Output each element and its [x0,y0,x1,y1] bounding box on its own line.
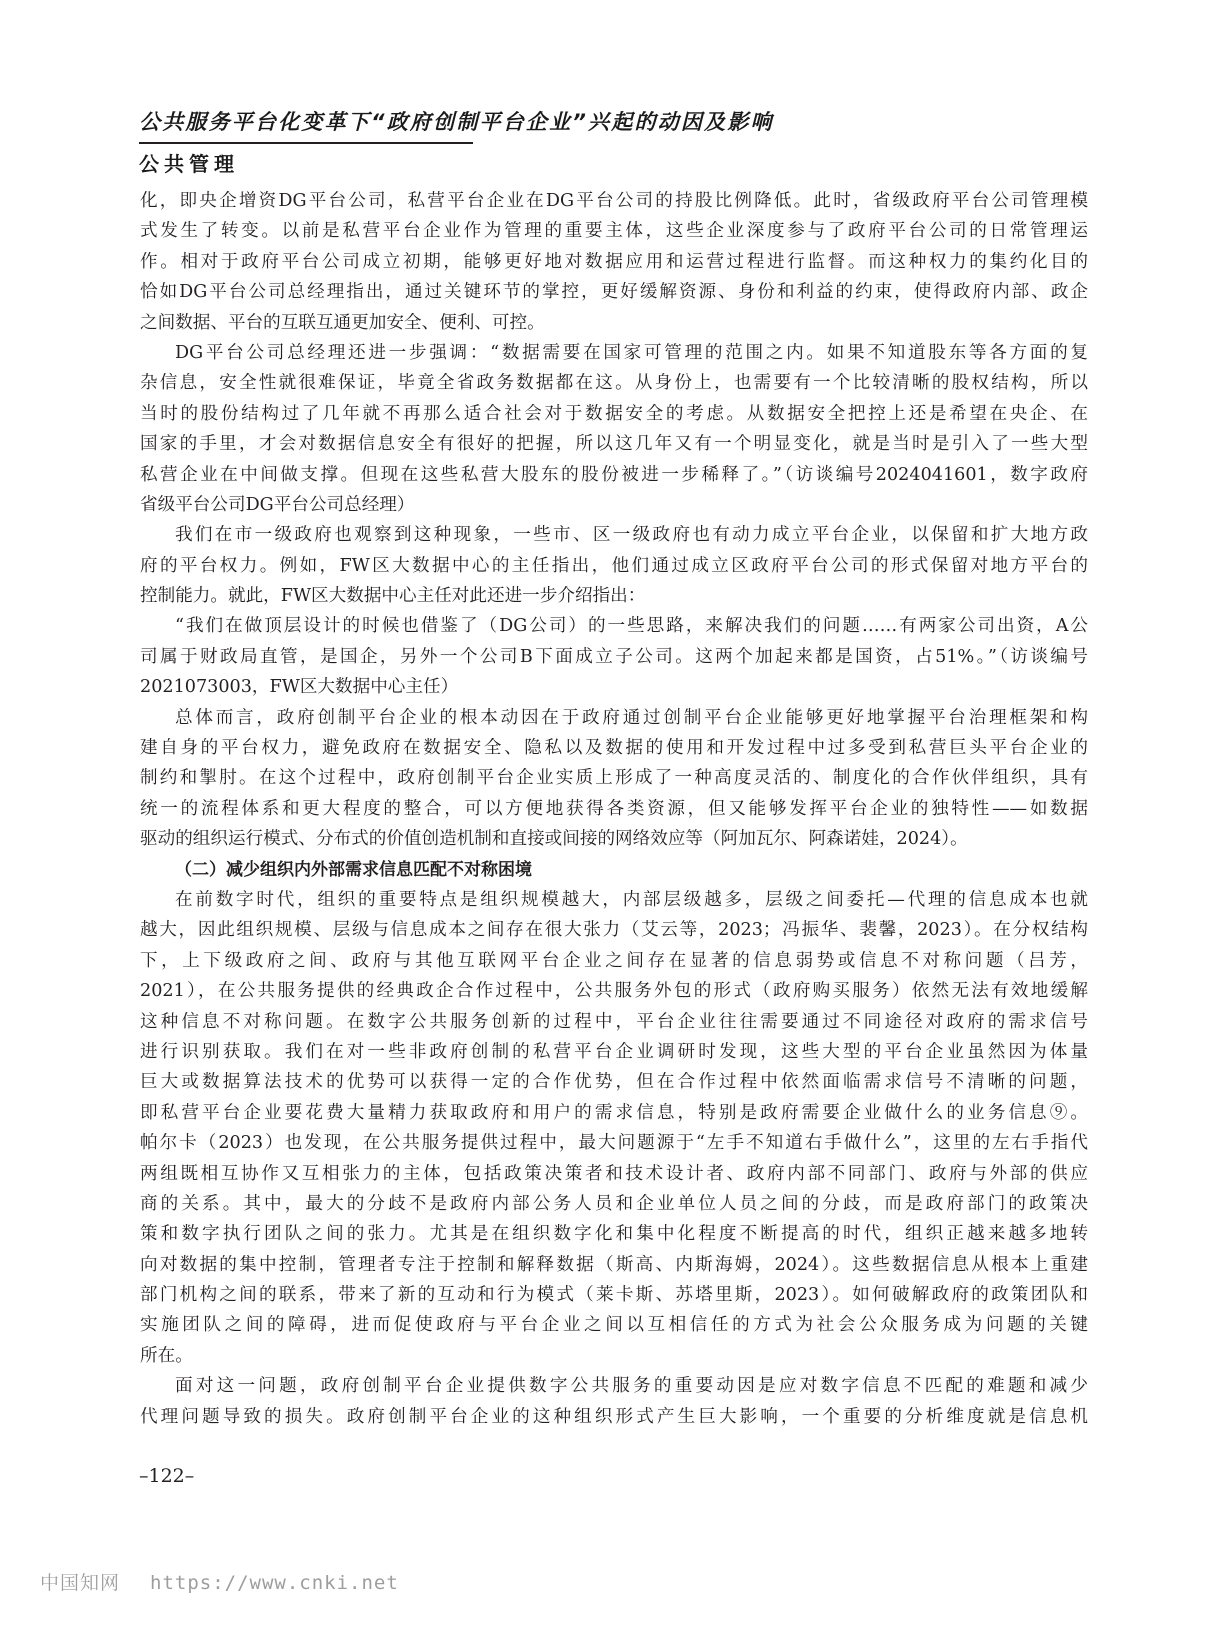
text-line: 恰如DG平台公司总经理指出，通过关键环节的掌控，更好缓解资源、身份和利益的约束，使得政府内部、政企 [140,282,1088,303]
text-line: 在前数字时代，组织的重要特点是组织规模越大，内部层级越多，层级之间委托—代理的信息成本也就 [175,889,1088,910]
text-line: 2021），在公共服务提供的经典政企合作过程中，公共服务外包的形式（政府购买服务）依然无法有效地缓解 [140,981,1088,1002]
running-header-title: 公共服务平台化变革下“政府创制平台企业”兴起的动因及影响 [139,110,774,134]
text-line: 即私营平台企业要花费大量精力获取政府和用户的需求信息，特别是政府需要企业做什么的业务信息⑨。 [140,1102,1088,1123]
article-body [140,186,1088,1432]
header-rule [139,142,473,144]
text-line: 式发生了转变。以前是私营平台企业作为管理的重要主体，这些企业深度参与了政府平台公司的日常管理运 [140,221,1088,242]
text-line: 统一的流程体系和更大程度的整合，可以方便地获得各类资源，但又能够发挥平台企业的独特性——如数据 [140,798,1088,819]
text-line: 两组既相互协作又互相张力的主体，包括政策决策者和技术设计者、政府内部不同部门、政府与外部的供应 [140,1163,1088,1184]
text-line: 杂信息，安全性就很难保证，毕竟全省政务数据都在这。从身份上，也需要有一个比较清晰的股权结构，所以 [140,373,1088,394]
text-line: 实施团队之间的障碍，进而促使政府与平台企业之间以互相信任的方式为社会公众服务成为问题的关键 [140,1315,1088,1336]
text-line: 总体而言，政府创制平台企业的根本动因在于政府通过创制平台企业能够更好地掌握平台治理框架和构 [175,707,1088,728]
text-line: 面对这一问题，政府创制平台企业提供数字公共服务的重要动因是应对数字信息不匹配的难题和减少 [175,1376,1088,1397]
text-line: 省级平台公司DG平台公司总经理） [140,494,415,515]
text-line: 巨大或数据算法技术的优势可以获得一定的合作优势，但在合作过程中依然面临需求信号不清晰的问题， [140,1072,1088,1093]
text-line: 当时的股份结构过了几年就不再那么适合社会对于数据安全的考虑。从数据安全把控上还是希望在央企、在 [140,403,1088,424]
page-number: –122– [139,1465,195,1487]
text-line: 策和数字执行团队之间的张力。尤其是在组织数字化和集中化程度不断提高的时代，组织正越来越多地转 [140,1224,1088,1245]
section-heading: （二）减少组织内外部需求信息匹配不对称困境 [175,859,532,880]
text-line: 驱动的组织运行模式、分布式的价值创造机制和直接或间接的网络效应等（阿加瓦尔、阿森诺娃，2024）。 [140,829,968,850]
text-line: 司属于财政局直管，是国企，另外一个公司B下面成立子公司。这两个加起来都是国资，占51%。”（访谈编号 [140,646,1088,667]
text-line: “我们在做顶层设计的时候也借鉴了（DG公司）的一些思路，来解决我们的问题……有两家公司出资，A公 [175,616,1088,637]
text-line: 府的平台权力。例如，FW区大数据中心的主任指出，他们通过成立区政府平台公司的形式保留对地方平台的 [140,555,1088,576]
text-line: 越大，因此组织规模、层级与信息成本之间存在很大张力（艾云等，2023；冯振华、裴馨，2023）。在分权结构 [140,920,1088,941]
text-line: 所在。 [140,1345,193,1366]
text-line: 进行识别获取。我们在对一些非政府创制的私营平台企业调研时发现，这些大型的平台企业虽然因为体量 [140,1041,1088,1062]
text-line: 下，上下级政府之间、政府与其他互联网平台企业之间存在显著的信息弱势或信息不对称问题（吕芳， [140,950,1088,971]
text-line: 建自身的平台权力，避免政府在数据安全、隐私以及数据的使用和开发过程中过多受到私营巨头平台企业的 [140,738,1088,759]
text-line: 私营企业在中间做支撑。但现在这些私营大股东的股份被进一步稀释了。”（访谈编号2024041601，数字政府 [140,464,1088,485]
text-line: DG平台公司总经理还进一步强调：“数据需要在国家可管理的范围之内。如果不知道股东等各方面的复 [175,342,1088,363]
watermark-url: https://www.cnki.net [150,1572,399,1594]
text-line: 2021073003，FW区大数据中心主任） [140,677,459,698]
section-label: 公共管理 [139,152,239,176]
text-line: 帕尔卡（2023）也发现，在公共服务提供过程中，最大问题源于“左手不知道右手做什么”，这里的左右手指代 [140,1133,1088,1154]
text-line: 作。相对于政府平台公司成立初期，能够更好地对数据应用和运营过程进行监督。而这种权力的集约化目的 [140,251,1088,272]
text-line: 向对数据的集中控制，管理者专注于控制和解释数据（斯高、内斯海姆，2024）。这些数据信息从根本上重建 [140,1254,1088,1275]
text-line: 商的关系。其中，最大的分歧不是政府内部公务人员和企业单位人员之间的分歧，而是政府部门的政策决 [140,1193,1088,1214]
text-line: 部门机构之间的联系，带来了新的互动和行为模式（莱卡斯、苏塔里斯，2023）。如何破解政府的政策团队和 [140,1285,1088,1306]
text-line: 制约和掣肘。在这个过程中，政府创制平台企业实质上形成了一种高度灵活的、制度化的合作伙伴组织，具有 [140,768,1088,789]
text-line: 化，即央企增资DG平台公司，私营平台企业在DG平台公司的持股比例降低。此时，省级政府平台公司管理模 [140,191,1088,211]
text-line: 我们在市一级政府也观察到这种现象，一些市、区一级政府也有动力成立平台企业，以保留和扩大地方政 [175,525,1088,546]
text-line: 代理问题导致的损失。政府创制平台企业的这种组织形式产生巨大影响，一个重要的分析维度就是信息机 [140,1406,1088,1427]
text-line: 之间数据、平台的互联互通更加安全、便利、可控。 [140,312,545,333]
cnki-watermark [40,1568,429,1595]
text-line: 这种信息不对称问题。在数字公共服务创新的过程中，平台企业往往需要通过不同途径对政府的需求信号 [140,1011,1088,1032]
text-line: 国家的手里，才会对数据信息安全有很好的把握，所以这几年又有一个明显变化，就是当时是引入了一些大型 [140,434,1088,455]
text-line: 控制能力。就此，FW区大数据中心主任对此还进一步介绍指出： [140,586,646,607]
watermark-name: 中国知网 [40,1572,121,1594]
